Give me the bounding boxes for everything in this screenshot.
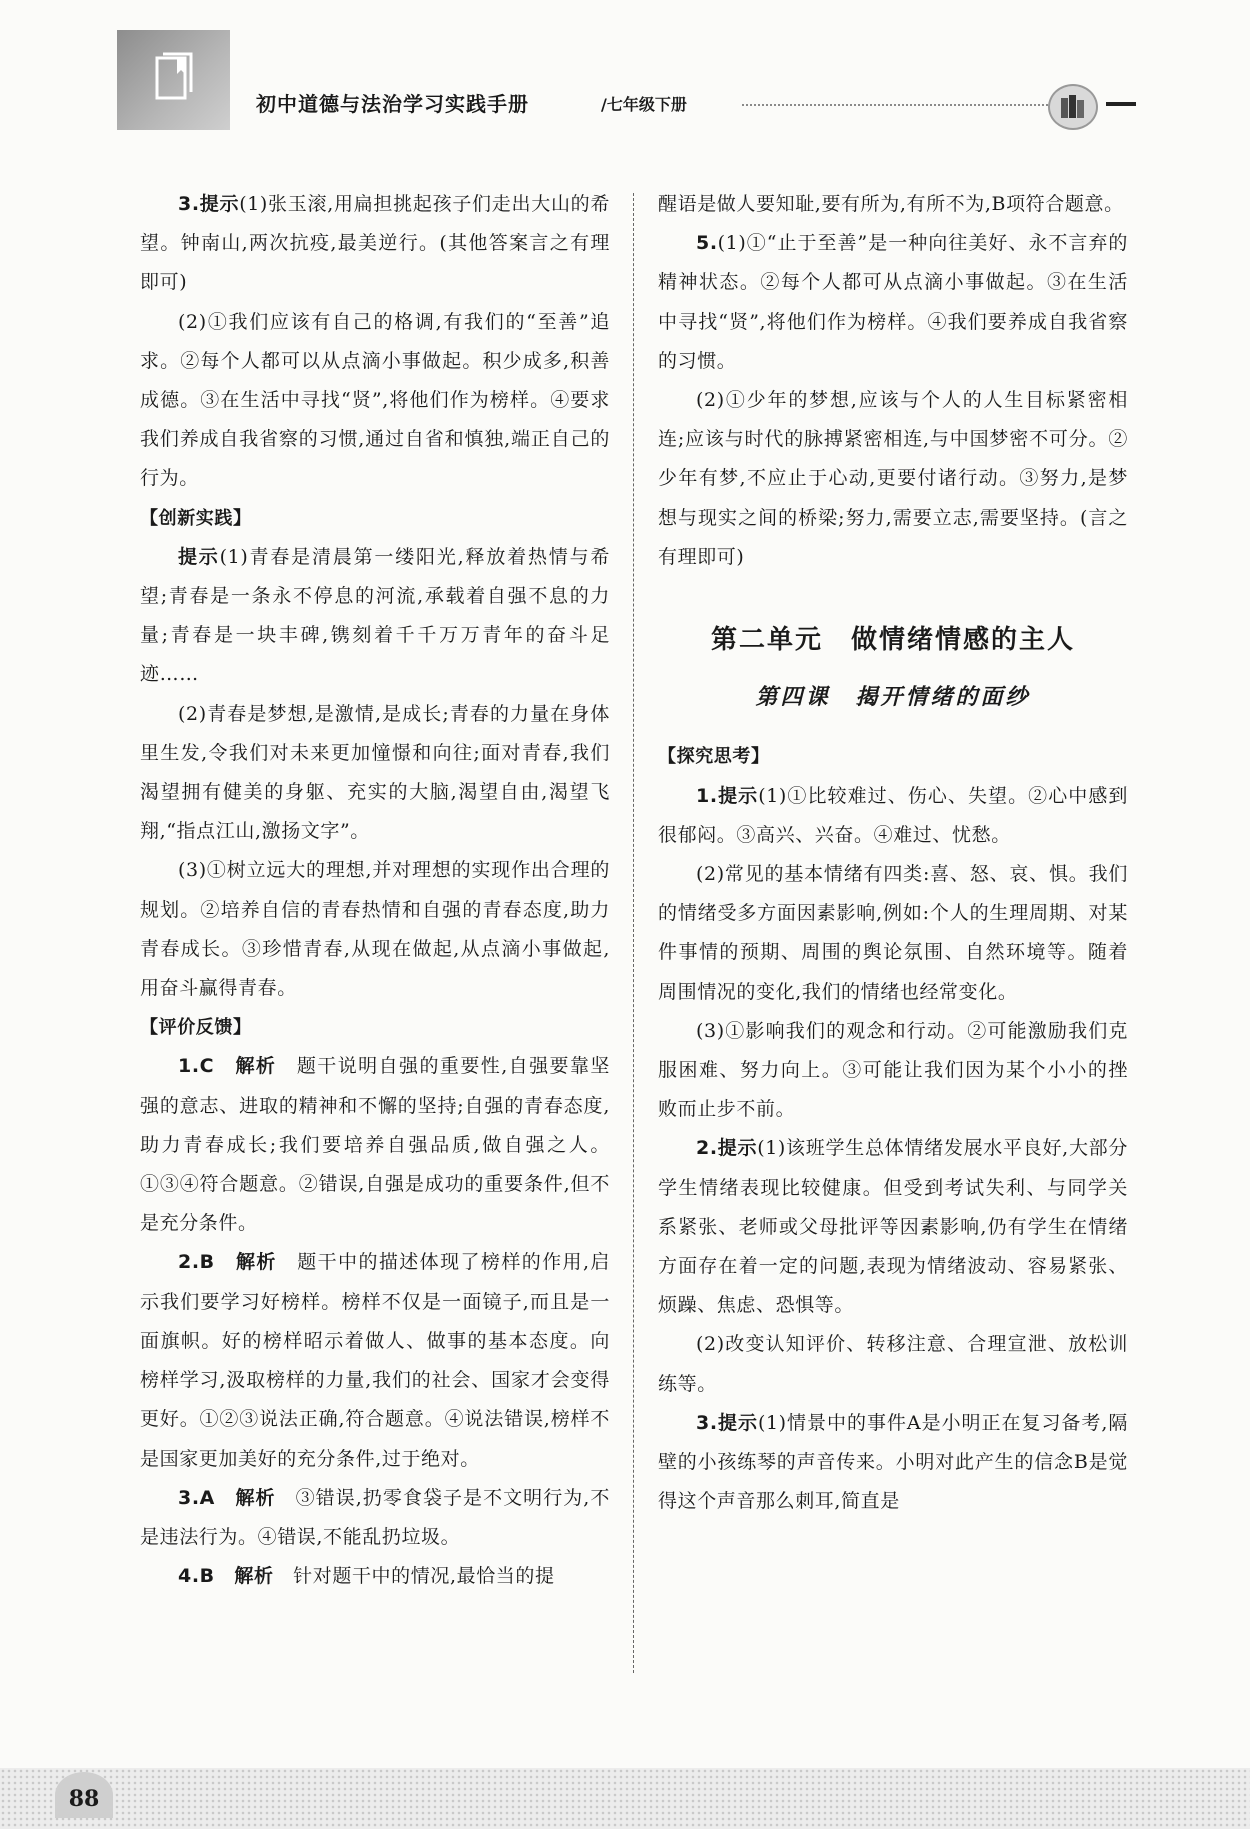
explore-2-paragraph-1: 2.提示(1)该班学生总体情绪发展水平良好,大部分学生情绪表现比较健康。但受到考试失利、与同学关系紧张、老师或父母批评等因素影响,仍有学生在情绪方面存在着一定的问题,表现为情绪波动、容易紧张、烦躁、焦虑、恐惧等。 [658,1137,1128,1317]
right-column [658,185,1128,1522]
q5-paragraph-1: 5.(1)①“止于至善”是一种向往美好、永不言弃的精神状态。②每个人都可从点滴小事做起。③在生活中寻找“贤”,将他们作为榜样。④我们要养成自我省察的习惯。 [658,232,1128,372]
feedback-answer-4: 4.B 解析 针对题干中的情况,最恰当的提 [178,1565,555,1588]
lesson-title: 第四课 揭开情绪的面纱 [755,684,1031,711]
explore-1-paragraph-2: (2)常见的基本情绪有四类:喜、怒、哀、惧。我们的情绪受多方面因素影响,例如:个人的生理周期、对某件事情的预期、周围的舆论氛围、自然环境等。随着周围情况的变化,我们的情绪也经常变化。 [658,863,1128,1003]
section-heading-feedback: 【评价反馈】 [140,1017,252,1039]
feedback-answer-3: 3.A 解析 ③错误,扔零食袋子是不文明行为,不是违法行为。④错误,不能乱扔垃圾。 [140,1486,610,1548]
header-dash [1106,102,1136,106]
innovation-paragraph-1: 提示(1)青春是清晨第一缕阳光,释放着热情与希望;青春是一条永不停息的河流,承载着自强不息的力量;青春是一块丰碑,镌刻着千千万万青年的奋斗足迹…… [140,545,610,686]
explore-2-paragraph-2: (2)改变认知评价、转移注意、合理宣泄、放松训练等。 [658,1333,1128,1395]
feedback-answer-2: 2.B 解析 题干中的描述体现了榜样的作用,启示我们要学习好榜样。榜样不仅是一面镜子,而且是一面旗帜。好的榜样昭示着做人、做事的基本态度。向榜样学习,汲取榜样的力量,我们的社会、国家才会变得更好。①②③说法正确,符合题意。④说法错误,榜样不是国家更加美好的充分条件,过于绝对。 [140,1251,611,1470]
header-books-emblem [1048,84,1098,130]
explore-3-paragraph-1: 3.提示(1)情景中的事件A是小明正在复习备考,隔壁的小孩练琴的声音传来。小明对此产生的信念B是觉得这个声音那么刺耳,简直是 [658,1411,1128,1513]
page-number: 88 [55,1772,113,1818]
section-heading-explore: 【探究思考】 [658,746,770,768]
innovation-paragraph-3: (3)①树立远大的理想,并对理想的实现作出合理的规划。②培养自信的青春热情和自强的青春态度,助力青春成长。③珍惜青春,从现在做起,从点滴小事做起,用奋斗赢得青春。 [140,859,610,1000]
book-subtitle: /七年级下册 [601,95,687,114]
header-dotted-rule [742,104,1060,106]
unit-title: 第二单元 做情绪情感的主人 [710,625,1075,656]
book-outline-icon [151,52,197,104]
q3-paragraph-2: (2)①我们应该有自己的格调,有我们的“至善”追求。②每个人都可以从点滴小事做起。积少成多,积善成德。③在生活中寻找“贤”,将他们作为榜样。④要求我们养成自我省察的习惯,通过自省和慎独,端正自己的行为。 [140,310,610,490]
section-heading-innovation: 【创新实践】 [140,507,252,529]
q5-paragraph-2: (2)①少年的梦想,应该与个人的人生目标紧密相连;应该与时代的脉搏紧密相连,与中国梦密不可分。②少年有梦,不应止于心动,更要付诸行动。③努力,是梦想与现实之间的桥梁;努力,需要立志,需要坚持。(言之有理即可) [658,389,1128,568]
books-icon [1059,92,1087,122]
left-column [140,185,610,1596]
innovation-paragraph-2: (2)青春是梦想,是激情,是成长;青春的力量在身体里生发,令我们对未来更加憧憬和向往;面对青春,我们渴望拥有健美的身躯、充实的大脑,渴望自由,渴望飞翔,“指点江山,激扬文字”。 [140,702,610,843]
column-divider [633,193,634,1673]
footer-band [0,1768,1250,1829]
feedback-answer-1: 1.C 解析 题干说明自强的重要性,自强要靠坚强的意志、进取的精神和不懈的坚持;自强的青春态度,助力青春成长;我们要培养自强品质,做自强之人。①③④符合题意。②错误,自强是成功的重要条件,但不是充分条件。 [140,1055,611,1235]
explore-1-paragraph-1: 1.提示(1)①比较难过、伤心、失望。②心中感到很郁闷。③高兴、兴奋。④难过、忧愁。 [658,784,1128,846]
book-title: 初中道德与法治学习实践手册 [256,92,529,116]
q3-paragraph-1: 3.提示(1)张玉滚,用扁担挑起孩子们走出大山的希望。钟南山,两次抗疫,最美逆行。(其他答案言之有理即可) [140,193,610,294]
header-logo-box [117,30,230,130]
explore-1-paragraph-3: (3)①影响我们的观念和行动。②可能激励我们克服困难、努力向上。③可能让我们因为某个小小的挫败而止步不前。 [658,1019,1128,1121]
continued-paragraph: 醒语是做人要知耻,要有所为,有所不为,B项符合题意。 [658,193,1124,215]
